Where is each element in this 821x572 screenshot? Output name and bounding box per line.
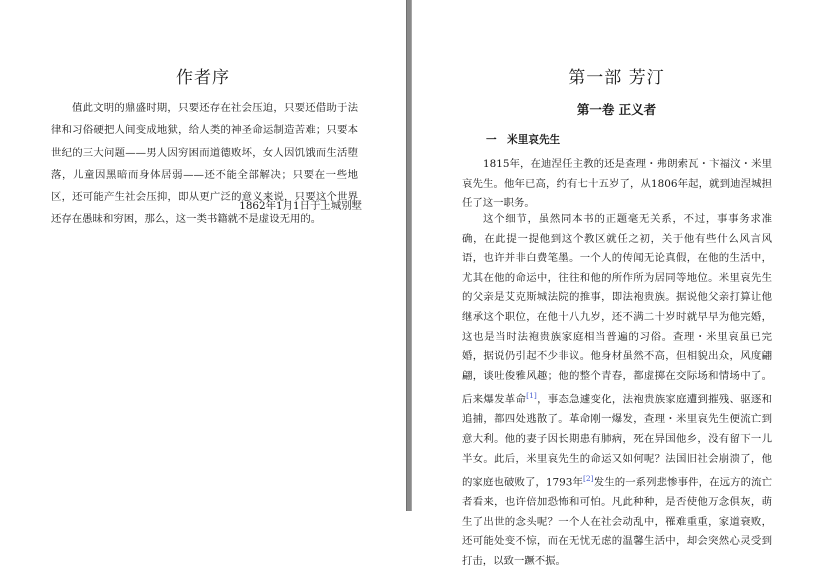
preface-signature: 1862年1月1日于上城别墅	[239, 200, 362, 212]
chapter-title: 一 米里哀先生	[486, 134, 561, 146]
paragraph-text: 发生的一系列悲惨事件，在远方的流亡者看来，也许倍加恐怖和可怕。凡此种种，是否使他万念俱灰，萌生了出世的念头呢？一个人在社会动乱中，罹难重重，家道衰败，还可能处变不惊，而在无忧无虑的温馨生活中，却会突然心灵受到打击，以致一蹶不振。	[462, 476, 772, 568]
part-title: 第一部 芳汀	[568, 68, 665, 88]
paragraph-text: 这个细节，虽然同本书的正题毫无关系，不过，事事务求准确，在此提一提他到这个教区就任之初，关于他有些什么风言风语，也许并非白费笔墨。一个人的传闻无论真假，在他的生活中，尤其在他的命运中，往往和他的所作所为居同等地位。米里哀先生的父亲是艾克斯城法院的推事，即法袍贵族。据说他父亲打算让他继承这个职位，在他十八九岁，还不满二十岁时就早早为他完婚，这也是当时法袍贵族家庭相当普遍的习俗。查理・米里哀虽已完婚，据说仍引起不少非议。他身材虽然不高，但相貌出众，风度翩翩，谈吐俊雅风趣；他的整个青春，都虚掷在交际场和情场中了。后来爆发革命	[462, 213, 772, 406]
paragraph-text: ，事态急遽变化，法袍贵族家庭遭到摧残、驱逐和追捕，都四处逃散了。革命刚一爆发，查理・米里哀先生便流亡到意大利。他的妻子因长期患有肺病，死在异国他乡，没有留下一儿半女。此后，米里哀先生的命运又如何呢？法国旧社会崩溃了，他的家庭也破败了，1793年	[462, 393, 773, 489]
left-page	[0, 0, 406, 511]
body-paragraph-2	[462, 210, 772, 572]
right-page	[412, 0, 821, 568]
footnote-link-1[interactable]: [1]	[526, 391, 537, 401]
preface-title: 作者序	[176, 68, 230, 88]
preface-paragraph: 值此文明的鼎盛时期，只要还存在社会压迫，只要还借助于法律和习俗硬把人间变成地狱，给人类的神圣命运制造苦难；只要本世纪的三大问题——男人因穷困而道德败坏，女人因饥饿而生活堕落，儿童因黑暗而身体居弱——还不能全部解决；只要在一些地区，还可能产生社会压抑，即从更广泛的意义来说，只要这个世界还存在愚昧和穷困，那么，这一类书籍就不是虚设无用的。	[51, 102, 358, 226]
body-paragraph-1: 1815年，在迪涅任主教的还是查理・弗朗索瓦・卞福汶・米里哀先生。他年已高，约有七十五岁了，从1806年起，就到迪涅城担任了这一职务。	[462, 158, 772, 210]
footnote-link-2[interactable]: [2]	[582, 474, 594, 484]
volume-title: 第一卷 正义者	[576, 102, 657, 117]
